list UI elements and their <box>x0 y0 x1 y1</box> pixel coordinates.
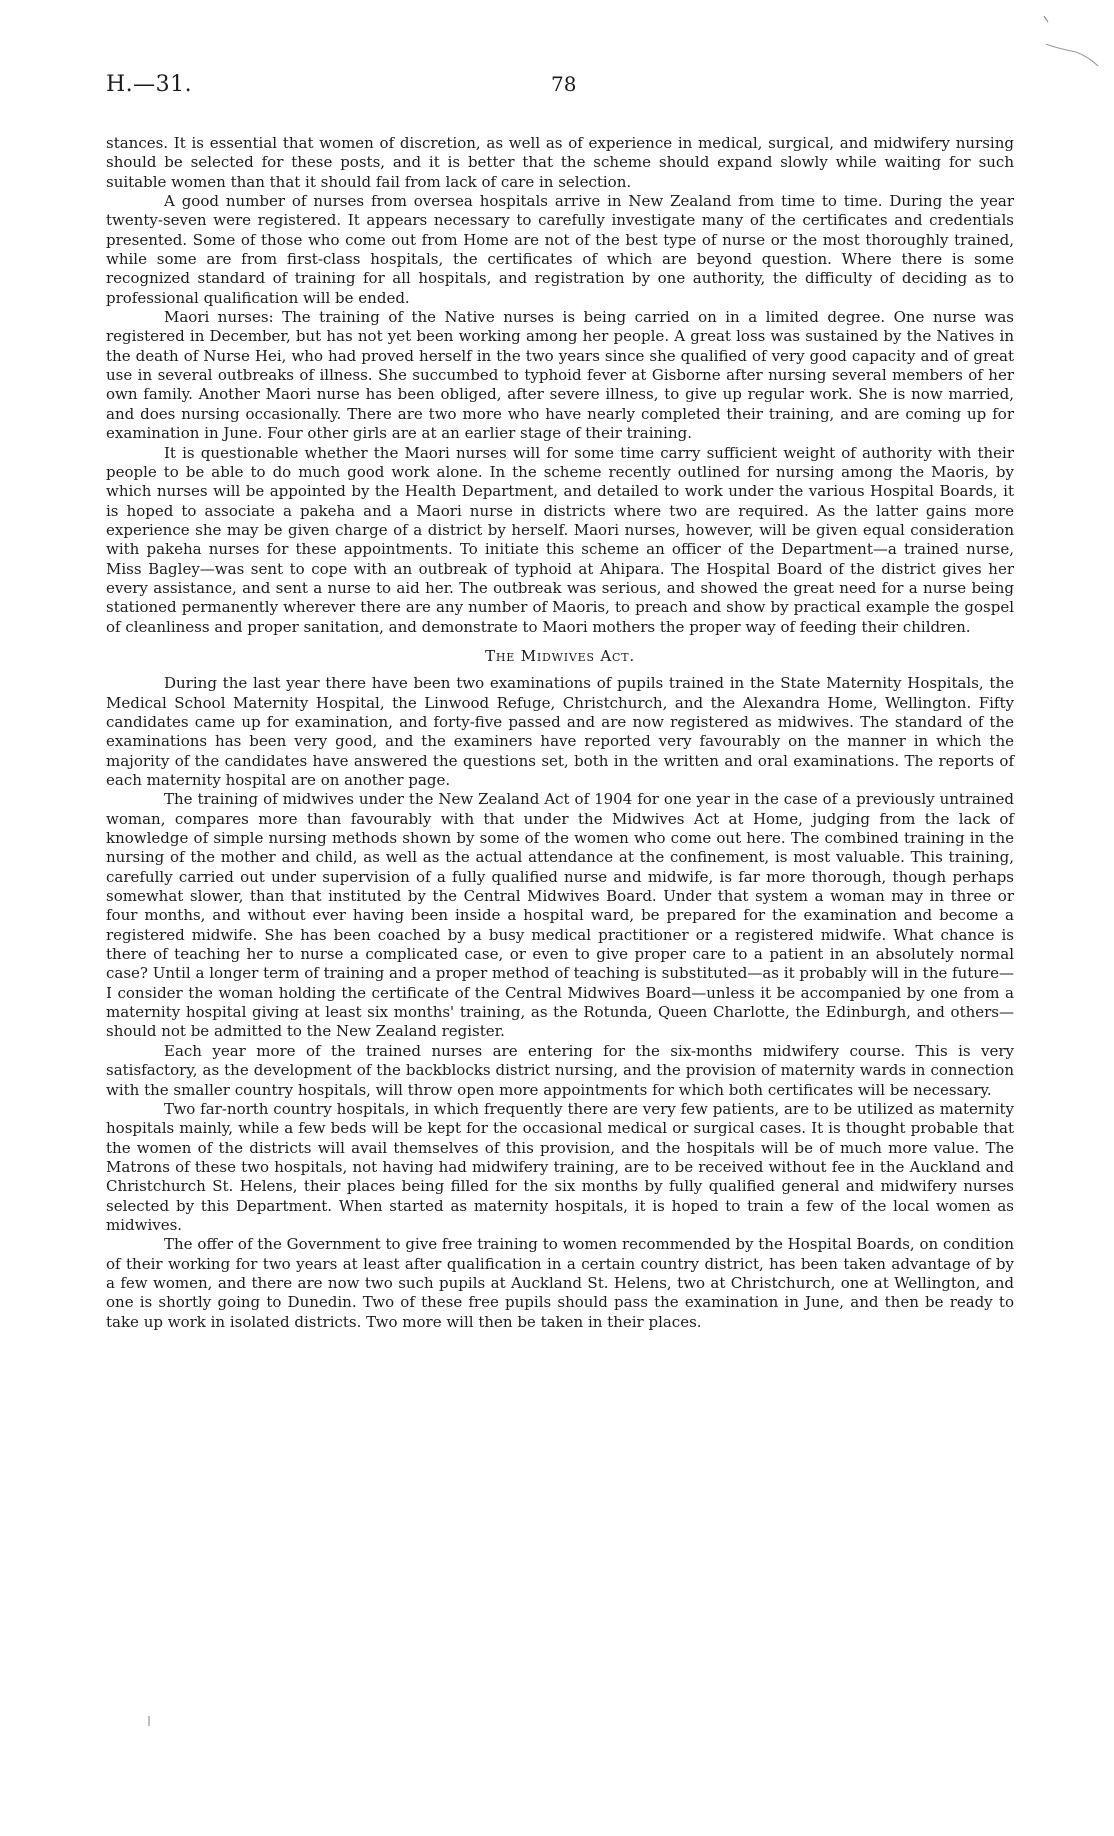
scan-speck <box>148 1716 150 1726</box>
paragraph: Two far-north country hospitals, in which frequently there are very few patients, are to be utilized as maternity hospitals mainly, while a few beds will be kept for the occasional medical or surgical cases. It is thought probable that the women of the districts will avail themselves of this provision, and the hospitals will be of much more value. The Matrons of these two hospitals, not having had midwifery training, are to be received without fee in the Auckland and Christchurch St. Helens, their places being filled for the six months by fully qualified general and midwifery nurses selected by this Department. When started as maternity hospitals, it is hoped to train a few of the local women as midwives. <box>106 1099 1014 1234</box>
paragraph: During the last year there have been two examinations of pupils trained in the State Maternity Hospitals, the Medical School Maternity Hospital, the Linwood Refuge, Christchurch, and the Alexandra Home, Wellington. Fifty candidates came up for examination, and forty-five passed and are now registered as midwives. The standard of the examinations has been very good, and the examiners have reported very favourably on the manner in which the majority of the candidates have answered the questions set, both in the written and oral examinations. The reports of each maternity hospital are on another page. <box>106 674 1014 789</box>
paragraph: A good number of nurses from oversea hospitals arrive in New Zealand from time to time. During the year twenty-seven were registered. It appears necessary to carefully investigate many of the certificates and credentials presented. Some of those who come out from Home are not of the best type of nurse or the most thoroughly trained, while some are from first-class hospitals, the certificates of which are beyond question. Where there is some recognized standard of training for all hospitals, and registration by one authority, the difficulty of deciding as to professional qualification will be ended. <box>106 192 1014 307</box>
document-reference: H.—31. <box>106 72 193 97</box>
paragraph: It is questionable whether the Maori nurses will for some time carry sufficient weight of authority with their people to be able to do much good work alone. In the scheme recently outlined for nursing among the Maoris, by which nurses will be appointed by the Health Department, and detailed to work under the various Hospital Boards, it is hoped to associate a pakeha and a Maori nurse in districts where two are required. As the latter gains more experience she may be given charge of a district by herself. Maori nurses, however, will be given equal consideration with pakeha nurses for these appointments. To initiate this scheme an officer of the Department—a trained nurse, Miss Bagley—was sent to cope with an outbreak of typhoid at Ahipara. The Hospital Board of the district gives her every assistance, and sent a nurse to aid her. The outbreak was serious, and showed the great need for a nurse being stationed permanently wherever there are any number of Maoris, to preach and show by practical example the gospel of cleanliness and proper sanitation, and demonstrate to Maori mothers the proper way of feeding their children. <box>106 443 1014 636</box>
scan-mark-icon <box>1042 12 1102 72</box>
document-body <box>106 134 1014 1332</box>
paragraph: Each year more of the trained nurses are entering for the six-months midwifery course. This is very satisfactory, as the development of the backblocks district nursing, and the provision of maternity wards in connection with the smaller country hospitals, will throw open more appointments for which both certificates will be necessary. <box>106 1041 1014 1099</box>
page-number: 78 <box>551 72 577 96</box>
paragraph: The offer of the Government to give free training to women recommended by the Hospital Boards, on condition of their working for two years at least after qualification in a certain country district, has been taken advantage of by a few women, and there are now two such pupils at Auckland St. Helens, two at Christchurch, one at Wellington, and one is shortly going to Dunedin. Two of these free pupils should pass the examination in June, and then be ready to take up work in isolated districts. Two more will then be taken in their places. <box>106 1235 1014 1331</box>
page-header <box>106 72 1014 122</box>
paragraph: The training of midwives under the New Zealand Act of 1904 for one year in the case of a previously untrained woman, compares more than favourably with that under the Midwives Act at Home, judging from the lack of knowledge of simple nursing methods shown by some of the women who come out here. The combined training in the nursing of the mother and child, as well as the actual attendance at the confinement, is most valuable. This training, carefully carried out under supervision of a fully qualified nurse and midwife, is far more thorough, though perhaps somewhat slower, than that instituted by the Central Midwives Board. Under that system a woman may in three or four months, and without ever having been inside a hospital ward, be prepared for the examination and become a registered midwife. She has been coached by a busy medical practitioner or a registered midwife. What chance is there of teaching her to nurse a complicated case, or even to give proper care to a patient in an absolutely normal case? Until a longer term of training and a proper method of teaching is substituted—as it probably will in the future—I consider the woman holding the certificate of the Central Midwives Board—unless it be accompanied by one from a maternity hospital giving at least six months' training, as the Rotunda, Queen Charlotte, the Edinburgh, and others—should not be admitted to the New Zealand register. <box>106 790 1014 1041</box>
paragraph: stances. It is essential that women of discretion, as well as of experience in medical, surgical, and midwifery nursing should be selected for these posts, and it is better that the scheme should expand slowly while waiting for such suitable women than that it should fail from lack of care in selection. <box>106 134 1014 191</box>
section-heading: The Midwives Act. <box>485 646 635 665</box>
paragraph: Maori nurses: The training of the Native nurses is being carried on in a limited degree. One nurse was registered in December, but has not yet been working among her people. A great loss was sustained by the Natives in the death of Nurse Hei, who had proved herself in the two years since she qualified of very good capacity and of great use in several outbreaks of illness. She succumbed to typhoid fever at Gisborne after nursing several members of her own family. Another Maori nurse has been obliged, after severe illness, to give up regular work. She is now married, and does nursing occasionally. There are two more who have nearly completed their training, and are coming up for examination in June. Four other girls are at an earlier stage of their training. <box>106 308 1014 443</box>
